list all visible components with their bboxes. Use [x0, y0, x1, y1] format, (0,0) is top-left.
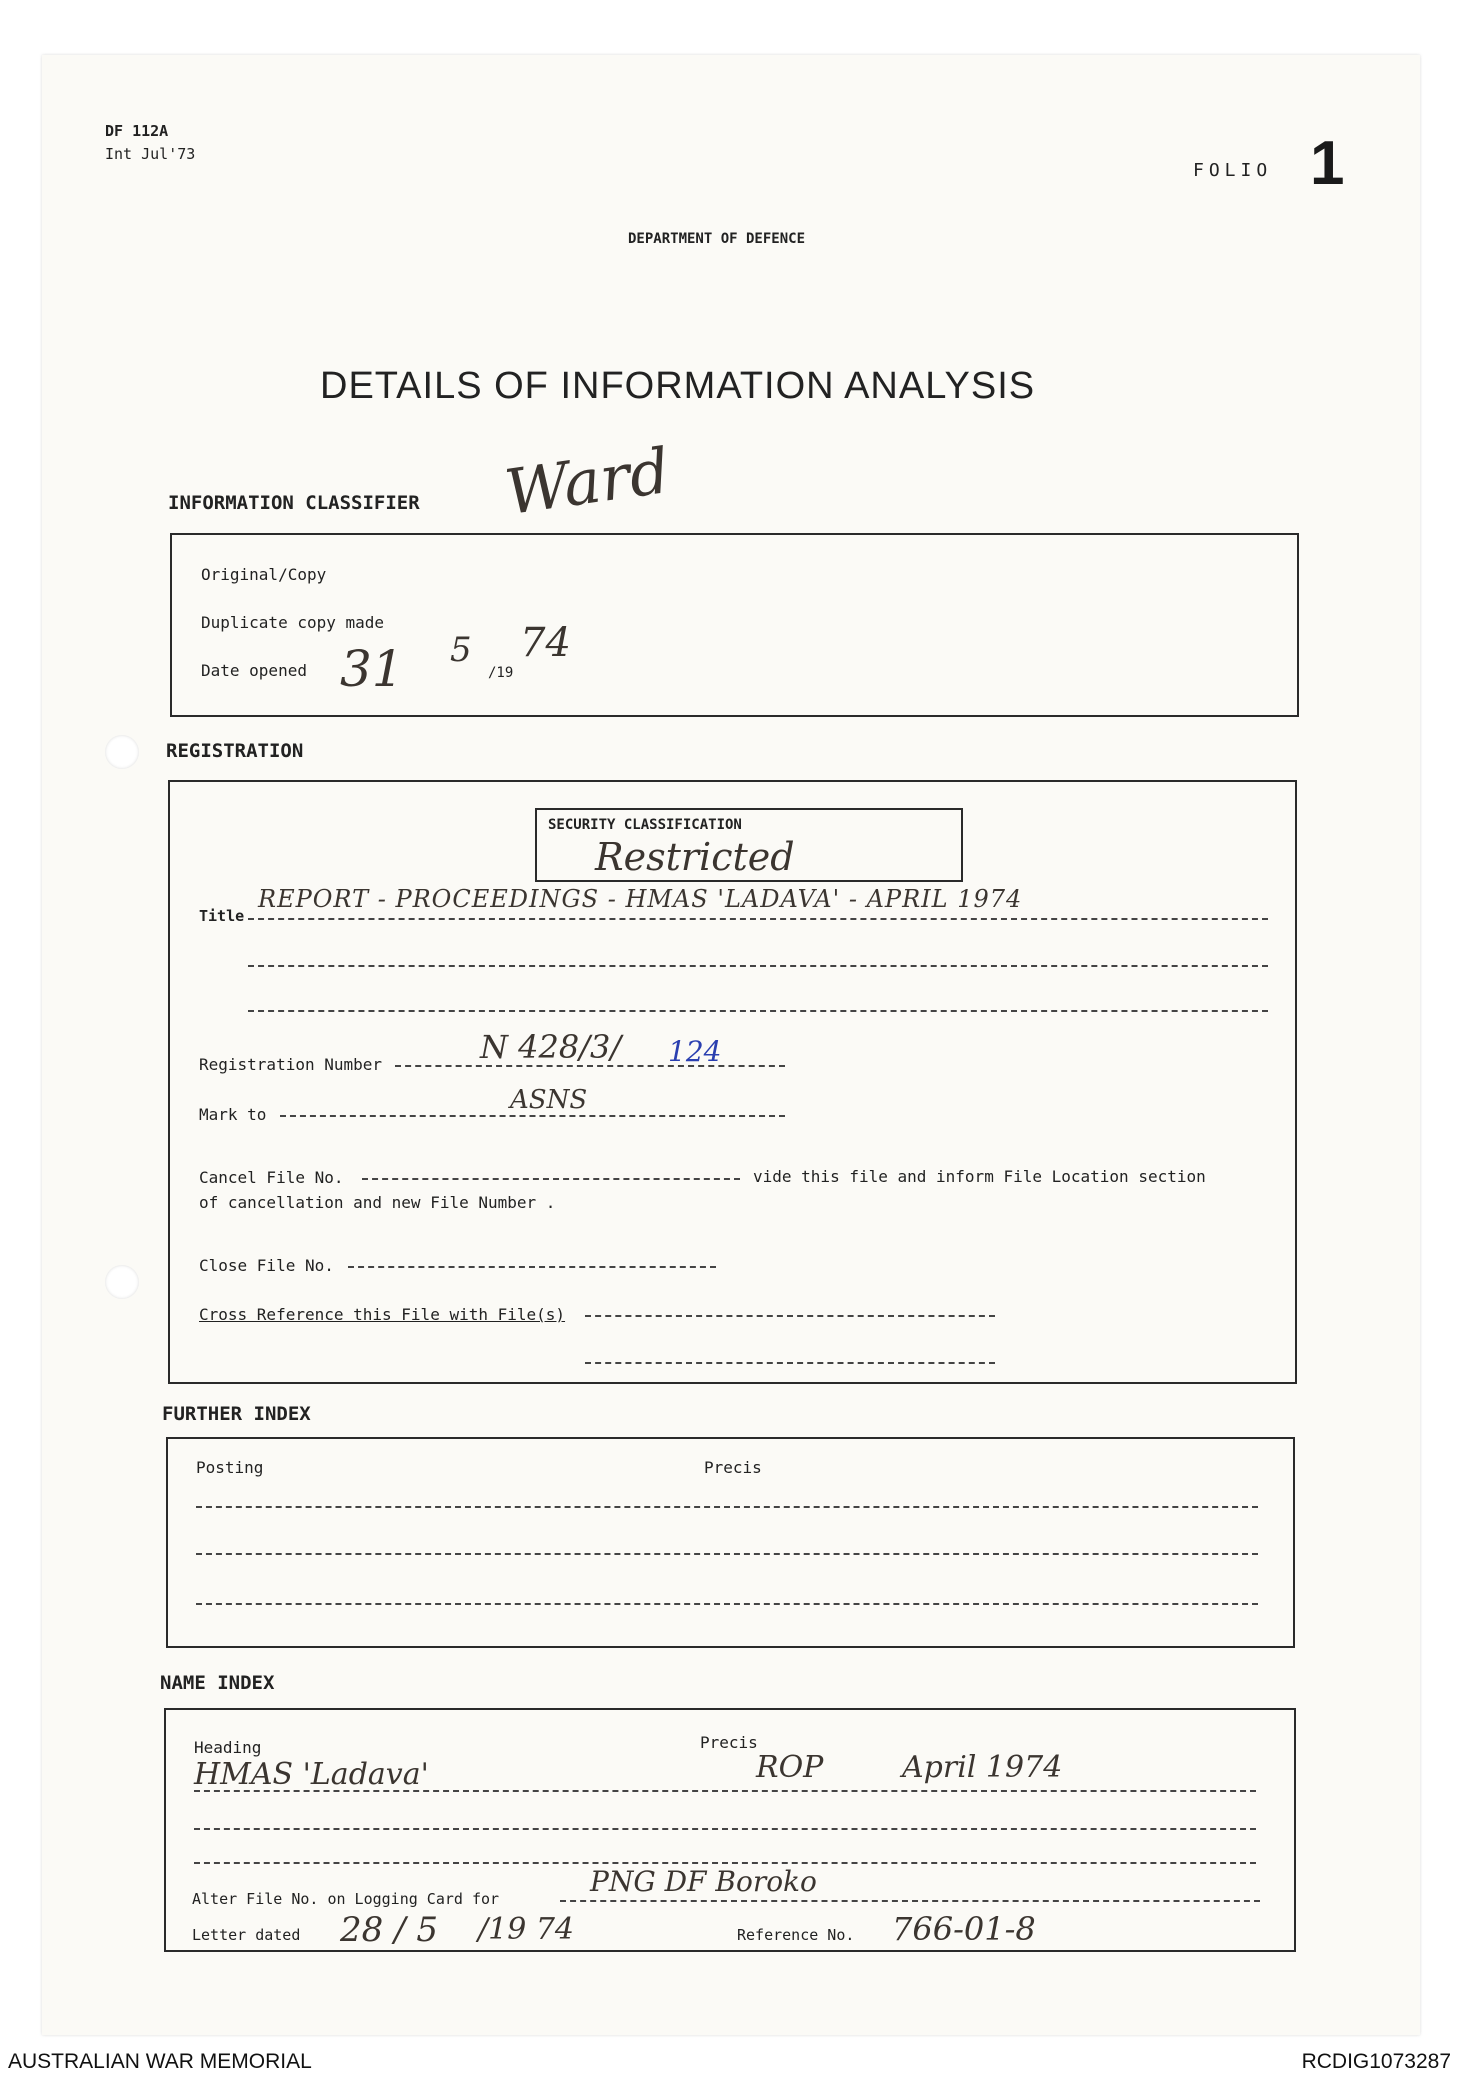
- further-index-line-1: [196, 1506, 1258, 1508]
- name-index-label: NAME INDEX: [160, 1672, 275, 1694]
- registration-number-blue: 124: [668, 1035, 722, 1068]
- cross-reference-line-1: [585, 1315, 995, 1317]
- footer-source: AUSTRALIAN WAR MEMORIAL: [8, 2050, 312, 2073]
- security-classification-value: Restricted: [595, 835, 795, 879]
- cross-reference-line-2: [585, 1362, 995, 1364]
- folio-number: 1: [1310, 129, 1345, 198]
- close-file-label: Close File No.: [199, 1256, 334, 1275]
- department-name: DEPARTMENT OF DEFENCE: [628, 231, 806, 247]
- cross-reference-label: Cross Reference this File with File(s): [199, 1305, 566, 1324]
- letter-dated-year: /19 74: [478, 1912, 574, 1947]
- registration-number-label: Registration Number: [199, 1055, 383, 1074]
- alter-file-value: PNG DF Boroko: [590, 1865, 817, 1898]
- title-line-3: [248, 1010, 1268, 1012]
- mark-to-value: ASNS: [510, 1085, 588, 1115]
- registration-label: REGISTRATION: [166, 740, 304, 762]
- precis-date: April 1974: [902, 1750, 1063, 1785]
- title-label: Title: [199, 907, 245, 925]
- letter-dated-value: 28 / 5: [340, 1910, 438, 1950]
- registration-number-line: [395, 1065, 785, 1067]
- form-date: Int Jul'73: [105, 145, 196, 163]
- further-index-label: FURTHER INDEX: [162, 1403, 311, 1425]
- cancel-file-text-2: of cancellation and new File Number .: [199, 1193, 556, 1212]
- page-title: DETAILS OF INFORMATION ANALYSIS: [320, 365, 1036, 407]
- further-precis-label: Precis: [704, 1458, 762, 1477]
- date-opened-label: Date opened: [201, 661, 307, 680]
- title-line-1: [248, 918, 1268, 920]
- alter-file-label: Alter File No. on Logging Card for: [192, 1890, 500, 1908]
- heading-value: HMAS 'Ladava': [194, 1757, 429, 1792]
- letter-dated-label: Letter dated: [192, 1926, 301, 1944]
- further-index-line-3: [196, 1603, 1258, 1605]
- name-index-line-3: [194, 1862, 1256, 1864]
- date-opened-day: 31: [340, 640, 404, 698]
- posting-label: Posting: [196, 1458, 264, 1477]
- mark-to-label: Mark to: [199, 1105, 267, 1124]
- duplicate-label: Duplicate copy made: [201, 613, 385, 632]
- alter-file-line: [560, 1900, 1260, 1902]
- mark-to-line: [280, 1115, 785, 1117]
- folio-label: FOLIO: [1193, 160, 1273, 181]
- form-code: DF 112A: [105, 122, 169, 140]
- cancel-file-line: [362, 1178, 740, 1180]
- date-opened-century: /19: [488, 665, 514, 681]
- reference-number-label: Reference No.: [737, 1926, 855, 1944]
- date-opened-year: 74: [520, 620, 571, 666]
- classifier-signature: Ward: [500, 433, 674, 530]
- name-index-line-1: [194, 1790, 1256, 1792]
- cancel-file-text: vide this file and inform File Location section: [753, 1167, 1206, 1186]
- footer-id: RCDIG1073287: [1301, 2050, 1451, 2073]
- title-value: REPORT - PROCEEDINGS - HMAS 'LADAVA' - APRIL 1974: [258, 885, 1023, 913]
- date-opened-month: 5: [450, 630, 472, 670]
- name-index-line-2: [194, 1828, 1256, 1830]
- punch-hole: [105, 735, 139, 769]
- registration-number-value: N 428/3/: [480, 1028, 622, 1066]
- title-line-2: [248, 965, 1268, 967]
- classifier-label: INFORMATION CLASSIFIER: [168, 492, 420, 514]
- close-file-line: [348, 1266, 716, 1268]
- precis-rop: ROP: [756, 1750, 824, 1785]
- punch-hole: [105, 1265, 139, 1299]
- further-index-line-2: [196, 1553, 1258, 1555]
- original-copy-label: Original/Copy: [201, 565, 327, 584]
- name-precis-label: Precis: [700, 1733, 758, 1752]
- cancel-file-label: Cancel File No.: [199, 1168, 344, 1187]
- security-classification-label: SECURITY CLASSIFICATION: [548, 817, 742, 833]
- heading-label: Heading: [194, 1738, 262, 1757]
- reference-number-value: 766-01-8: [892, 1910, 1036, 1948]
